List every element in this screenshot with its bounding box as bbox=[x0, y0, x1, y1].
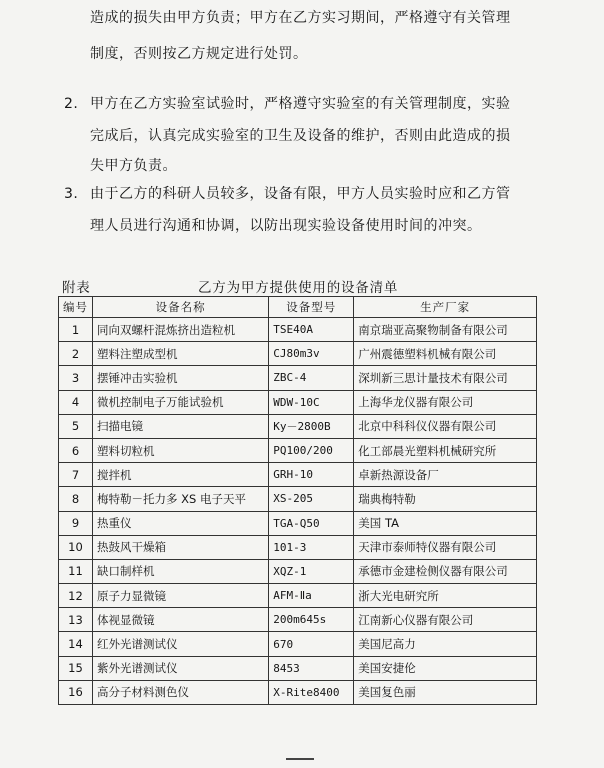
equipment-model: Ky－2800B bbox=[269, 414, 354, 438]
equipment-name: 微机控制电子万能试验机 bbox=[93, 390, 269, 414]
header-equipment-name: 设备名称 bbox=[93, 297, 269, 318]
header-number: 编号 bbox=[59, 297, 93, 318]
manufacturer: 天津市泰师特仪器有限公司 bbox=[354, 535, 537, 559]
equipment-name: 热重仪 bbox=[93, 511, 269, 535]
equipment-model: TSE40A bbox=[269, 318, 354, 342]
manufacturer: 化工部晨光塑料机械研究所 bbox=[354, 438, 537, 462]
row-number: 2 bbox=[59, 342, 93, 366]
row-number: 6 bbox=[59, 438, 93, 462]
equipment-model: XQZ-1 bbox=[269, 559, 354, 583]
equipment-model: XS-205 bbox=[269, 487, 354, 511]
table-row bbox=[59, 680, 537, 704]
equipment-model: ZBC-4 bbox=[269, 366, 354, 390]
equipment-model: 8453 bbox=[269, 656, 354, 680]
equipment-table bbox=[58, 296, 537, 705]
header-model: 设备型号 bbox=[269, 297, 354, 318]
table-row bbox=[59, 366, 537, 390]
equipment-name: 紫外光谱测试仪 bbox=[93, 656, 269, 680]
paragraph-1-line-2: 制度，否则按乙方规定进行处罚。 bbox=[90, 46, 308, 62]
row-number: 11 bbox=[59, 559, 93, 583]
header-manufacturer: 生产厂家 bbox=[354, 297, 537, 318]
manufacturer: 北京中科科仪仪器有限公司 bbox=[354, 414, 537, 438]
table-row bbox=[59, 632, 537, 656]
manufacturer: 美国安捷伦 bbox=[354, 656, 537, 680]
equipment-name: 红外光谱测试仪 bbox=[93, 632, 269, 656]
manufacturer: 瑞典梅特勒 bbox=[354, 487, 537, 511]
table-row bbox=[59, 584, 537, 608]
row-number: 16 bbox=[59, 680, 93, 704]
equipment-model: 670 bbox=[269, 632, 354, 656]
manufacturer: 江南新心仪器有限公司 bbox=[354, 608, 537, 632]
equipment-model: PQ100/200 bbox=[269, 438, 354, 462]
manufacturer: 浙大光电研究所 bbox=[354, 584, 537, 608]
row-number: 10 bbox=[59, 535, 93, 559]
equipment-model: X-Rite8400 bbox=[269, 680, 354, 704]
row-number: 7 bbox=[59, 463, 93, 487]
row-number: 12 bbox=[59, 584, 93, 608]
equipment-name: 塑料注塑成型机 bbox=[93, 342, 269, 366]
equipment-name: 梅特勒－托力多 XS 电子天平 bbox=[93, 487, 269, 511]
paragraph-2-number: 2. bbox=[64, 96, 79, 112]
table-row bbox=[59, 318, 537, 342]
equipment-model: AFM-Ⅱa bbox=[269, 584, 354, 608]
equipment-model: 101-3 bbox=[269, 535, 354, 559]
row-number: 1 bbox=[59, 318, 93, 342]
manufacturer: 承德市金建检侧仪器有限公司 bbox=[354, 559, 537, 583]
table-row bbox=[59, 656, 537, 680]
manufacturer: 南京瑞亚高聚物制备有限公司 bbox=[354, 318, 537, 342]
row-number: 9 bbox=[59, 511, 93, 535]
row-number: 4 bbox=[59, 390, 93, 414]
equipment-name: 摆锤冲击实验机 bbox=[93, 366, 269, 390]
row-number: 8 bbox=[59, 487, 93, 511]
paragraph-2-line-2: 完成后，认真完成实验室的卫生及设备的维护，否则由此造成的损 bbox=[90, 128, 511, 144]
appendix-label: 附表 bbox=[62, 280, 91, 296]
paragraph-2-line-1: 甲方在乙方实验室试验时，严格遵守实验室的有关管理制度，实验 bbox=[90, 96, 511, 112]
manufacturer: 上海华龙仪器有限公司 bbox=[354, 390, 537, 414]
appendix-title: 乙方为甲方提供使用的设备清单 bbox=[198, 280, 399, 296]
equipment-name: 同向双螺杆混炼挤出造粒机 bbox=[93, 318, 269, 342]
table-row bbox=[59, 535, 537, 559]
page-number-mark bbox=[286, 758, 314, 768]
row-number: 3 bbox=[59, 366, 93, 390]
manufacturer: 深圳新三思计量技术有限公司 bbox=[354, 366, 537, 390]
row-number: 13 bbox=[59, 608, 93, 632]
manufacturer: 美国 TA bbox=[354, 511, 537, 535]
equipment-name: 扫描电镜 bbox=[93, 414, 269, 438]
equipment-name: 塑料切粒机 bbox=[93, 438, 269, 462]
equipment-name: 高分子材料测色仪 bbox=[93, 680, 269, 704]
table-row bbox=[59, 438, 537, 462]
equipment-name: 热鼓风干燥箱 bbox=[93, 535, 269, 559]
equipment-name: 缺口制样机 bbox=[93, 559, 269, 583]
table-row bbox=[59, 559, 537, 583]
paragraph-2-line-3: 失甲方负责。 bbox=[90, 158, 177, 174]
table-row bbox=[59, 511, 537, 535]
table-row bbox=[59, 342, 537, 366]
equipment-model: TGA-Q50 bbox=[269, 511, 354, 535]
equipment-model: CJ80m3v bbox=[269, 342, 354, 366]
equipment-model: GRH-10 bbox=[269, 463, 354, 487]
manufacturer: 美国复色丽 bbox=[354, 680, 537, 704]
paragraph-3-line-2: 理人员进行沟通和协调，以防出现实验设备使用时间的冲突。 bbox=[90, 218, 482, 234]
table-row bbox=[59, 390, 537, 414]
paragraph-1-line-1: 造成的损失由甲方负责；甲方在乙方实习期间，严格遵守有关管理 bbox=[90, 10, 511, 26]
equipment-name: 搅拌机 bbox=[93, 463, 269, 487]
row-number: 5 bbox=[59, 414, 93, 438]
manufacturer: 卓新热源设备厂 bbox=[354, 463, 537, 487]
table-row bbox=[59, 487, 537, 511]
row-number: 15 bbox=[59, 656, 93, 680]
paragraph-3-number: 3. bbox=[64, 186, 79, 202]
equipment-model: 200m645s bbox=[269, 608, 354, 632]
equipment-name: 原子力显微镜 bbox=[93, 584, 269, 608]
equipment-name: 体视显微镜 bbox=[93, 608, 269, 632]
table-row bbox=[59, 463, 537, 487]
table-header-row bbox=[59, 297, 537, 318]
paragraph-3-line-1: 由于乙方的科研人员较多，设备有限，甲方人员实验时应和乙方管 bbox=[90, 186, 511, 202]
manufacturer: 美国尼高力 bbox=[354, 632, 537, 656]
table-body bbox=[59, 318, 537, 705]
equipment-model: WDW-10C bbox=[269, 390, 354, 414]
manufacturer: 广州震德塑料机械有限公司 bbox=[354, 342, 537, 366]
table-row bbox=[59, 414, 537, 438]
row-number: 14 bbox=[59, 632, 93, 656]
table-row bbox=[59, 608, 537, 632]
